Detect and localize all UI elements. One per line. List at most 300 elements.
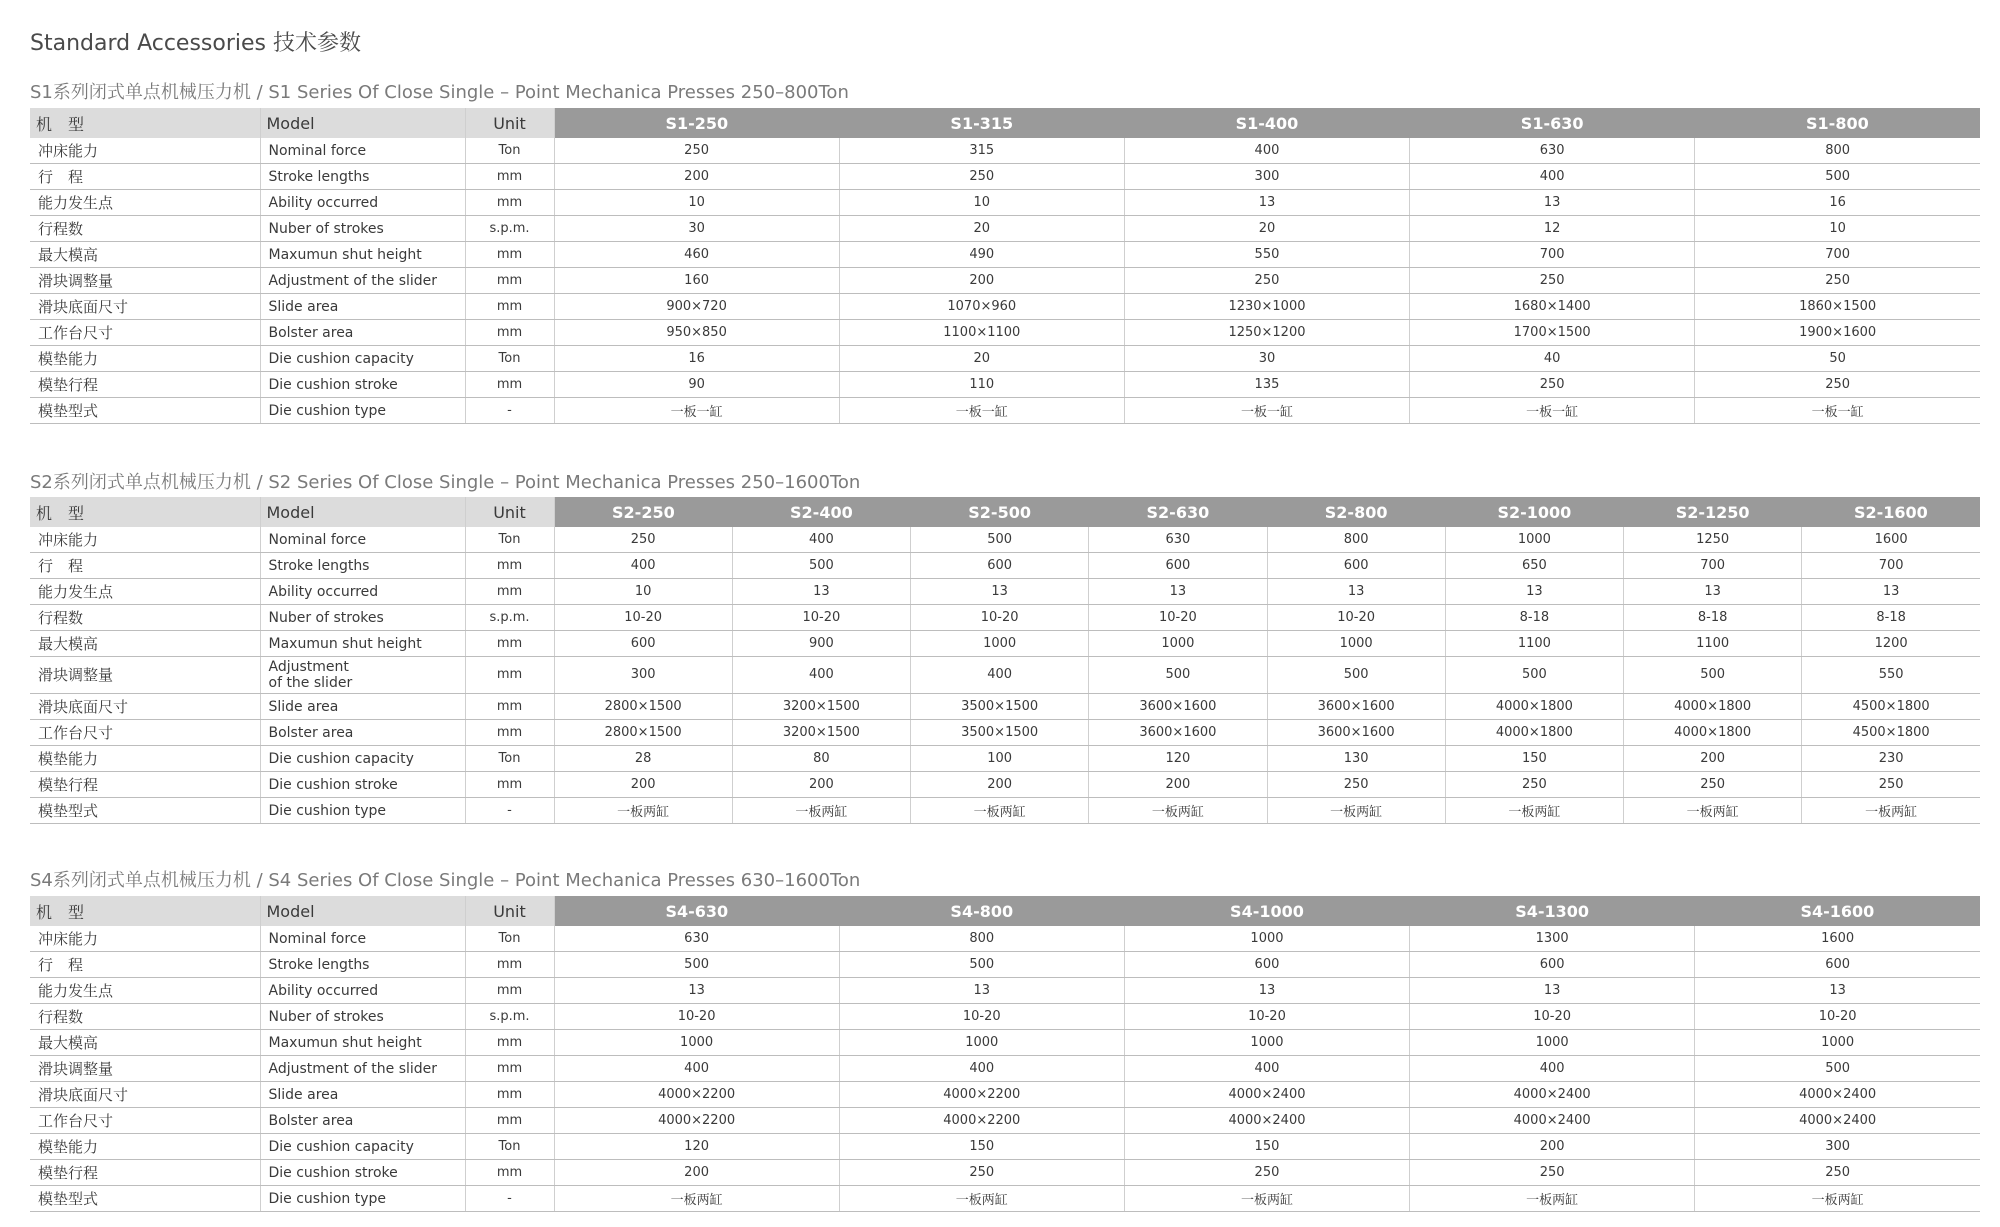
param-name-cn: 滑块底面尺寸: [30, 294, 260, 320]
table-row: [30, 1056, 1980, 1082]
param-value: 135: [1124, 372, 1409, 398]
param-value: 900×720: [554, 294, 839, 320]
model-header: S4-1600: [1695, 896, 1980, 926]
model-header: S4-800: [839, 896, 1124, 926]
param-name-cn: 模垫能力: [30, 346, 260, 372]
param-name-en: Die cushion type: [260, 1186, 465, 1212]
param-name-cn: 工作台尺寸: [30, 1108, 260, 1134]
param-value: 4000×1800: [1624, 694, 1802, 720]
param-value: 300: [554, 657, 732, 694]
param-value: 700: [1802, 553, 1980, 579]
table-row: [30, 1186, 1980, 1212]
param-value: 2800×1500: [554, 694, 732, 720]
param-unit: mm: [465, 631, 554, 657]
param-value: 1300: [1410, 926, 1695, 952]
model-header: S2-1250: [1624, 497, 1802, 527]
table-row: [30, 216, 1980, 242]
param-name-cn: 模垫行程: [30, 772, 260, 798]
param-name-cn: 滑块调整量: [30, 268, 260, 294]
param-value: 4500×1800: [1802, 720, 1980, 746]
param-name-en: Nominal force: [260, 926, 465, 952]
param-value: 一板一缸: [554, 398, 839, 424]
param-value: 500: [1267, 657, 1445, 694]
param-value: 一板一缸: [1695, 398, 1980, 424]
param-value: 一板一缸: [839, 398, 1124, 424]
model-header: S1-800: [1695, 108, 1980, 138]
param-value: 500: [1624, 657, 1802, 694]
param-name-en: Nuber of strokes: [260, 216, 465, 242]
table-row: [30, 746, 1980, 772]
param-name-en: Slide area: [260, 694, 465, 720]
param-value: 10-20: [839, 1004, 1124, 1030]
param-value: 1100: [1445, 631, 1623, 657]
param-name-en: Stroke lengths: [260, 952, 465, 978]
model-header: S2-630: [1089, 497, 1267, 527]
param-name-cn: 行 程: [30, 553, 260, 579]
param-value: 400: [911, 657, 1089, 694]
param-value: 50: [1695, 346, 1980, 372]
table-row: [30, 190, 1980, 216]
header-cn-label: 机 型: [30, 497, 260, 527]
table-row: [30, 1134, 1980, 1160]
param-name-cn: 滑块调整量: [30, 657, 260, 694]
param-value: 460: [554, 242, 839, 268]
param-value: 1600: [1802, 527, 1980, 553]
param-name-en: Die cushion capacity: [260, 1134, 465, 1160]
param-value: 10: [1695, 216, 1980, 242]
section-title-s2: S2系列闭式单点机械压力机 / S2 Series Of Close Single – Point Mechanica Presses 250–1600Ton: [30, 472, 861, 493]
param-value: 13: [1410, 978, 1695, 1004]
param-value: 一板两缸: [1695, 1186, 1980, 1212]
param-value: 一板一缸: [1124, 398, 1409, 424]
section-title-s1: S1系列闭式单点机械压力机 / S1 Series Of Close Single – Point Mechanica Presses 250–800Ton: [30, 82, 849, 103]
param-name-en: Maxumun shut height: [260, 242, 465, 268]
table-row: [30, 952, 1980, 978]
header-model-label: Model: [260, 497, 465, 527]
table-row: [30, 398, 1980, 424]
param-value: 600: [911, 553, 1089, 579]
param-name-en-line1: Adjustment: [268, 659, 349, 675]
param-name-cn: 工作台尺寸: [30, 320, 260, 346]
param-name-cn: 行程数: [30, 605, 260, 631]
param-value: 250: [1124, 1160, 1409, 1186]
param-name-cn: 模垫能力: [30, 746, 260, 772]
param-unit: mm: [465, 657, 554, 694]
param-value: 10-20: [554, 1004, 839, 1030]
param-value: 200: [732, 772, 910, 798]
param-value: 1230×1000: [1124, 294, 1409, 320]
param-unit: Ton: [465, 346, 554, 372]
param-value: 150: [1445, 746, 1623, 772]
param-name-en: Die cushion capacity: [260, 746, 465, 772]
param-value: 1000: [1445, 527, 1623, 553]
param-value: 10-20: [1124, 1004, 1409, 1030]
param-unit: Ton: [465, 1134, 554, 1160]
param-unit: -: [465, 1186, 554, 1212]
param-name-en: Bolster area: [260, 1108, 465, 1134]
table-row: [30, 798, 1980, 824]
param-unit: mm: [465, 553, 554, 579]
param-unit: s.p.m.: [465, 216, 554, 242]
param-value: 500: [839, 952, 1124, 978]
param-value: 150: [1124, 1134, 1409, 1160]
param-name-cn: 能力发生点: [30, 978, 260, 1004]
table-row: [30, 579, 1980, 605]
param-unit: mm: [465, 372, 554, 398]
table-row: [30, 694, 1980, 720]
param-value: 4000×2200: [839, 1108, 1124, 1134]
param-value: 120: [554, 1134, 839, 1160]
param-name-cn: 最大模高: [30, 1030, 260, 1056]
param-value: 13: [1802, 579, 1980, 605]
param-value: 400: [839, 1056, 1124, 1082]
param-name-en: Nominal force: [260, 527, 465, 553]
param-value: 4000×2200: [554, 1082, 839, 1108]
param-value: 20: [839, 346, 1124, 372]
model-header: S2-250: [554, 497, 732, 527]
param-name-cn: 工作台尺寸: [30, 720, 260, 746]
param-value: 230: [1802, 746, 1980, 772]
param-value: 300: [1695, 1134, 1980, 1160]
param-value: 一板一缸: [1410, 398, 1695, 424]
param-name-cn: 行程数: [30, 216, 260, 242]
table-header-row: [30, 497, 1980, 527]
param-value: 900: [732, 631, 910, 657]
param-value: 1000: [1124, 1030, 1409, 1056]
model-header: S2-500: [911, 497, 1089, 527]
header-model-label: Model: [260, 896, 465, 926]
param-unit: mm: [465, 1056, 554, 1082]
param-name-cn: 滑块底面尺寸: [30, 1082, 260, 1108]
param-value: 500: [554, 952, 839, 978]
param-unit: mm: [465, 294, 554, 320]
param-name-cn: 模垫型式: [30, 798, 260, 824]
param-value: 630: [1089, 527, 1267, 553]
param-value: 4000×2400: [1410, 1082, 1695, 1108]
param-name-en: Bolster area: [260, 320, 465, 346]
param-value: 500: [1445, 657, 1623, 694]
param-value: 13: [1624, 579, 1802, 605]
param-value: 250: [554, 527, 732, 553]
table-row: [30, 657, 1980, 694]
param-name-cn: 能力发生点: [30, 579, 260, 605]
param-value: 200: [1089, 772, 1267, 798]
param-value: 500: [732, 553, 910, 579]
model-header: S1-400: [1124, 108, 1409, 138]
table-header-row: [30, 108, 1980, 138]
param-value: 250: [1695, 372, 1980, 398]
param-value: 1000: [1410, 1030, 1695, 1056]
param-unit: mm: [465, 579, 554, 605]
param-value: 4000×2200: [839, 1082, 1124, 1108]
param-value: 一板两缸: [1124, 1186, 1409, 1212]
param-unit: mm: [465, 1082, 554, 1108]
param-value: 16: [554, 346, 839, 372]
param-unit: Ton: [465, 926, 554, 952]
param-unit: mm: [465, 268, 554, 294]
param-value: 200: [554, 164, 839, 190]
param-name-en: Die cushion type: [260, 798, 465, 824]
param-name-en: Die cushion stroke: [260, 372, 465, 398]
param-value: 1000: [1695, 1030, 1980, 1056]
param-unit: mm: [465, 1108, 554, 1134]
param-name-en: Nuber of strokes: [260, 605, 465, 631]
param-value: 1100: [1624, 631, 1802, 657]
table-row: [30, 346, 1980, 372]
param-value: 400: [732, 657, 910, 694]
param-value: 13: [839, 978, 1124, 1004]
param-value: 700: [1695, 242, 1980, 268]
param-name-en: Adjustment of the slider: [260, 268, 465, 294]
param-value: 600: [1695, 952, 1980, 978]
param-name-en: Die cushion stroke: [260, 1160, 465, 1186]
param-value: 200: [554, 772, 732, 798]
param-value: 一板两缸: [911, 798, 1089, 824]
param-value: 4000×2400: [1695, 1082, 1980, 1108]
param-value: 4000×2400: [1124, 1108, 1409, 1134]
table-row: [30, 978, 1980, 1004]
model-header: S1-630: [1410, 108, 1695, 138]
param-value: 250: [1802, 772, 1980, 798]
param-value: 400: [1410, 164, 1695, 190]
param-name-cn: 模垫型式: [30, 1186, 260, 1212]
param-unit: Ton: [465, 138, 554, 164]
section-title-s4: S4系列闭式单点机械压力机 / S4 Series Of Close Single – Point Mechanica Presses 630–1600Ton: [30, 870, 861, 891]
param-name-en: Maxumun shut height: [260, 1030, 465, 1056]
param-value: 500: [1695, 164, 1980, 190]
param-name-cn: 滑块调整量: [30, 1056, 260, 1082]
param-value: 1900×1600: [1695, 320, 1980, 346]
param-unit: -: [465, 398, 554, 424]
param-value: 600: [554, 631, 732, 657]
param-value: 1000: [1124, 926, 1409, 952]
param-unit: -: [465, 798, 554, 824]
param-value: 3600×1600: [1267, 694, 1445, 720]
param-unit: s.p.m.: [465, 605, 554, 631]
param-unit: mm: [465, 190, 554, 216]
param-value: 3600×1600: [1089, 720, 1267, 746]
param-unit: mm: [465, 164, 554, 190]
table-row: [30, 553, 1980, 579]
param-value: 10: [839, 190, 1124, 216]
param-value: 80: [732, 746, 910, 772]
param-unit: Ton: [465, 527, 554, 553]
param-value: 20: [839, 216, 1124, 242]
param-value: 10-20: [1267, 605, 1445, 631]
header-cn-label: 机 型: [30, 108, 260, 138]
param-value: 600: [1410, 952, 1695, 978]
param-value: 400: [1410, 1056, 1695, 1082]
table-row: [30, 1160, 1980, 1186]
param-name-en-line2: of the slider: [268, 675, 353, 691]
param-value: 500: [1695, 1056, 1980, 1082]
param-value: 90: [554, 372, 839, 398]
param-value: 250: [839, 164, 1124, 190]
param-unit: mm: [465, 320, 554, 346]
table-row: [30, 242, 1980, 268]
param-value: 10: [554, 190, 839, 216]
param-value: 700: [1410, 242, 1695, 268]
param-value: 1000: [839, 1030, 1124, 1056]
param-value: 650: [1445, 553, 1623, 579]
param-value: 一板两缸: [554, 1186, 839, 1212]
table-row: [30, 268, 1980, 294]
param-name-en: Maxumun shut height: [260, 631, 465, 657]
param-value: 250: [1445, 772, 1623, 798]
param-value: 13: [1089, 579, 1267, 605]
param-value: 1250: [1624, 527, 1802, 553]
param-name-en: Adjustment of the slider: [260, 1056, 465, 1082]
param-name-en: Die cushion stroke: [260, 772, 465, 798]
param-value: 120: [1089, 746, 1267, 772]
table-row: [30, 605, 1980, 631]
param-value: 10-20: [1410, 1004, 1695, 1030]
param-value: 10-20: [1089, 605, 1267, 631]
param-name-en: Ability occurred: [260, 978, 465, 1004]
param-value: 一板两缸: [1410, 1186, 1695, 1212]
param-value: 950×850: [554, 320, 839, 346]
model-header: S2-400: [732, 497, 910, 527]
spec-table-s1: [30, 108, 1980, 424]
param-value: 1250×1200: [1124, 320, 1409, 346]
param-value: 一板两缸: [732, 798, 910, 824]
param-value: 250: [839, 1160, 1124, 1186]
param-value: 130: [1267, 746, 1445, 772]
param-name-cn: 最大模高: [30, 242, 260, 268]
param-value: 8-18: [1445, 605, 1623, 631]
param-value: 400: [554, 553, 732, 579]
param-name-en: Die cushion capacity: [260, 346, 465, 372]
param-value: 10-20: [732, 605, 910, 631]
param-value: 4000×2400: [1410, 1108, 1695, 1134]
param-value: 800: [1267, 527, 1445, 553]
param-value: 250: [1410, 1160, 1695, 1186]
table-row: [30, 294, 1980, 320]
param-value: 1100×1100: [839, 320, 1124, 346]
param-value: 30: [554, 216, 839, 242]
param-value: 一板两缸: [554, 798, 732, 824]
page-title: Standard Accessories 技术参数: [30, 31, 361, 56]
param-value: 一板两缸: [1267, 798, 1445, 824]
param-value: 13: [1267, 579, 1445, 605]
param-name-cn: 行 程: [30, 952, 260, 978]
param-value: 600: [1124, 952, 1409, 978]
param-value: 400: [554, 1056, 839, 1082]
param-value: 1000: [911, 631, 1089, 657]
model-header: S1-315: [839, 108, 1124, 138]
param-value: 630: [554, 926, 839, 952]
param-unit: mm: [465, 720, 554, 746]
param-value: 13: [911, 579, 1089, 605]
param-value: 3200×1500: [732, 720, 910, 746]
param-value: 800: [1695, 138, 1980, 164]
param-value: 550: [1124, 242, 1409, 268]
param-value: 600: [1089, 553, 1267, 579]
param-value: 400: [732, 527, 910, 553]
model-header: S4-630: [554, 896, 839, 926]
header-unit-label: Unit: [465, 108, 554, 138]
param-value: 4000×2400: [1695, 1108, 1980, 1134]
param-value: 4500×1800: [1802, 694, 1980, 720]
param-name-en: Bolster area: [260, 720, 465, 746]
model-header: S2-800: [1267, 497, 1445, 527]
param-unit: s.p.m.: [465, 1004, 554, 1030]
param-value: 4000×2200: [554, 1108, 839, 1134]
table-header-row: [30, 896, 1980, 926]
param-value: 400: [1124, 138, 1409, 164]
param-value: 1000: [1089, 631, 1267, 657]
param-unit: mm: [465, 772, 554, 798]
param-value: 500: [911, 527, 1089, 553]
param-name-en: Ability occurred: [260, 190, 465, 216]
param-name-cn: 能力发生点: [30, 190, 260, 216]
param-value: 一板两缸: [1802, 798, 1980, 824]
param-value: 20: [1124, 216, 1409, 242]
param-name-en: Nominal force: [260, 138, 465, 164]
table-row: [30, 1082, 1980, 1108]
param-value: 3500×1500: [911, 694, 1089, 720]
param-value: 4000×1800: [1445, 694, 1623, 720]
model-header: S1-250: [554, 108, 839, 138]
param-value: 13: [1124, 190, 1409, 216]
param-name-cn: 滑块底面尺寸: [30, 694, 260, 720]
param-value: 250: [1695, 1160, 1980, 1186]
param-value: 1070×960: [839, 294, 1124, 320]
header-model-label: Model: [260, 108, 465, 138]
model-header: S2-1000: [1445, 497, 1623, 527]
param-value: 300: [1124, 164, 1409, 190]
param-value: 200: [839, 268, 1124, 294]
param-unit: mm: [465, 694, 554, 720]
table-row: [30, 372, 1980, 398]
param-name-cn: 模垫行程: [30, 372, 260, 398]
param-name-en: [260, 657, 465, 694]
table-row: [30, 1108, 1980, 1134]
param-value: 40: [1410, 346, 1695, 372]
param-value: 100: [911, 746, 1089, 772]
param-value: 4000×1800: [1624, 720, 1802, 746]
param-value: 250: [1267, 772, 1445, 798]
param-value: 10-20: [1695, 1004, 1980, 1030]
param-value: 500: [1089, 657, 1267, 694]
param-name-en: Stroke lengths: [260, 553, 465, 579]
param-value: 10-20: [911, 605, 1089, 631]
param-value: 630: [1410, 138, 1695, 164]
param-value: 1860×1500: [1695, 294, 1980, 320]
param-name-en: Nuber of strokes: [260, 1004, 465, 1030]
table-row: [30, 631, 1980, 657]
header-cn-label: 机 型: [30, 896, 260, 926]
param-value: 30: [1124, 346, 1409, 372]
param-value: 10-20: [554, 605, 732, 631]
param-name-cn: 冲床能力: [30, 138, 260, 164]
param-value: 1600: [1695, 926, 1980, 952]
param-value: 110: [839, 372, 1124, 398]
param-value: 13: [1695, 978, 1980, 1004]
table-row: [30, 527, 1980, 553]
spec-table-s2: [30, 497, 1980, 824]
header-unit-label: Unit: [465, 896, 554, 926]
param-unit: mm: [465, 1030, 554, 1056]
table-row: [30, 720, 1980, 746]
param-value: 800: [839, 926, 1124, 952]
param-value: 4000×1800: [1445, 720, 1623, 746]
table-row: [30, 138, 1980, 164]
param-value: 400: [1124, 1056, 1409, 1082]
param-name-cn: 行 程: [30, 164, 260, 190]
param-value: 250: [554, 138, 839, 164]
param-name-en: Slide area: [260, 294, 465, 320]
